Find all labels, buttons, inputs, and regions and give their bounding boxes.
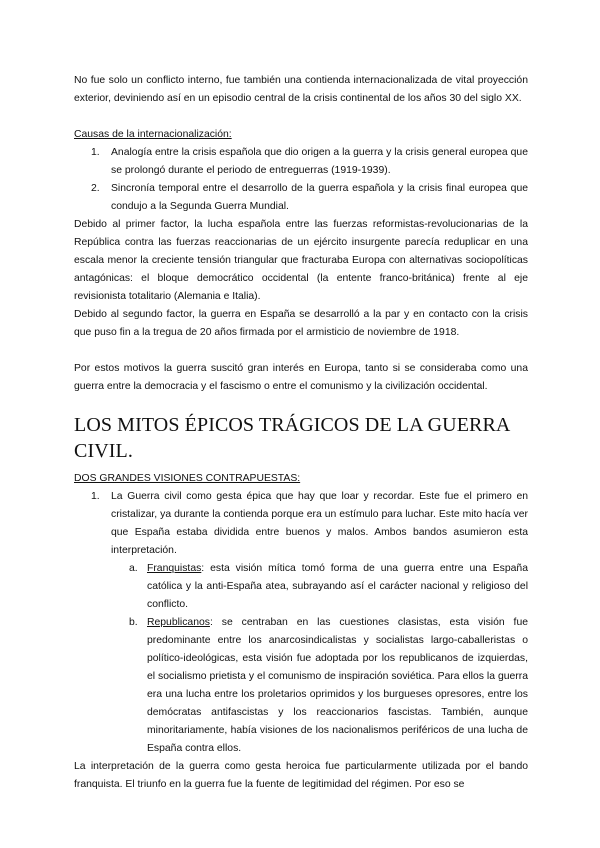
list-marker: 1. (91, 147, 100, 158)
spacer (74, 396, 528, 408)
spacer (74, 342, 528, 360)
first-factor-paragraph: Debido al primer factor, la lucha española entre las fuerzas reformistas-revolucionarias de la República contra las fuerzas reaccionarias de un ejército insurgente parecía reduplicar en una escala menor la creciente tensión triangular que fracturaba Europa con alternativas sociopolíticas antagónicas: el bloque democrático occidental (la entente franco-británica) frente al eje revisionista totalitario (Alemania e Italia). (74, 219, 528, 302)
list-item (74, 488, 528, 560)
second-factor-paragraph: Debido al segundo factor, la guerra en España se desarrolló a la par y en contacto con la crisis que puso fin a la tregua de 20 años firmada por el armisticio de noviembre de 1918. (74, 309, 528, 338)
list-marker: 2. (91, 183, 100, 194)
interest-paragraph: Por estos motivos la guerra suscitó gran interés en Europa, tanto si se consideraba como una guerra entre la democracia y el fascismo o entre el comunismo y la civilización occidental. (74, 363, 528, 392)
list-item-text: Analogía entre la crisis española que dio origen a la guerra y la crisis general europea que se prolongó durante el periodo de entreguerras (1919-1939). (111, 147, 528, 176)
list-item (74, 614, 528, 758)
closing-paragraph: La interpretación de la guerra como gesta heroica fue particularmente utilizada por el bando franquista. El triunfo en la guerra fue la fuente de legitimidad del régimen. Por eso se (74, 761, 528, 790)
visions-list (74, 488, 528, 560)
intro-paragraph: No fue solo un conflicto interno, fue también una contienda internacionalizada de vital proyección exterior, deviniendo así en un episodio central de la crisis continental de los años 30 del siglo XX. (74, 75, 528, 104)
spacer (74, 108, 528, 126)
visions-heading: DOS GRANDES VISIONES CONTRAPUESTAS: (74, 473, 301, 484)
list-item (74, 180, 528, 216)
list-item-text: : se centraban en las cuestiones clasistas, esta visión fue predominante entre los anarcosindicalistas y socialistas largo-caballeristas o político-ideológicas, esta visión fue adoptada por los republicanos de izquierdas, el socialismo prietista y el comunismo de inspiración soviética. Para ellos la guerra era una lucha entre los proletarios oprimidos y los burgueses opresores, entre los demócratas antifascistas y los reaccionarios fascistas. También, aunque minoritariamente, había visiones de los nacionalismos periféricos de una lucha de España contra ellos. (147, 617, 528, 754)
causes-list (74, 144, 528, 216)
list-item (74, 144, 528, 180)
republicanos-label: Republicanos (147, 617, 210, 628)
list-marker: b. (129, 617, 138, 628)
visions-sublist (74, 560, 528, 758)
list-item-text: Sincronía temporal entre el desarrollo de la guerra española y la crisis final europea que condujo a la Segunda Guerra Mundial. (111, 183, 528, 212)
causes-heading: Causas de la internacionalización: (74, 129, 232, 140)
list-marker: a. (129, 563, 138, 574)
franquistas-label: Franquistas (147, 563, 202, 574)
list-marker: 1. (91, 491, 100, 502)
list-item-text: La Guerra civil como gesta épica que hay que loar y recordar. Este fue el primero en cristalizar, ya durante la contienda porque era un estímulo para luchar. Este mito hacía ver que España estaba dividida entre buenos y malos. Ambos bandos asumieron esta interpretación. (111, 491, 528, 556)
section-title: LOS MITOS ÉPICOS TRÁGICOS DE LA GUERRA CIVIL. (74, 414, 510, 462)
document-body (74, 72, 528, 794)
list-item (74, 560, 528, 614)
list-item-text: : esta visión mítica tomó forma de una guerra entre una España católica y la anti-España atea, subrayando así el carácter nacional y religioso del conflicto. (147, 563, 528, 610)
